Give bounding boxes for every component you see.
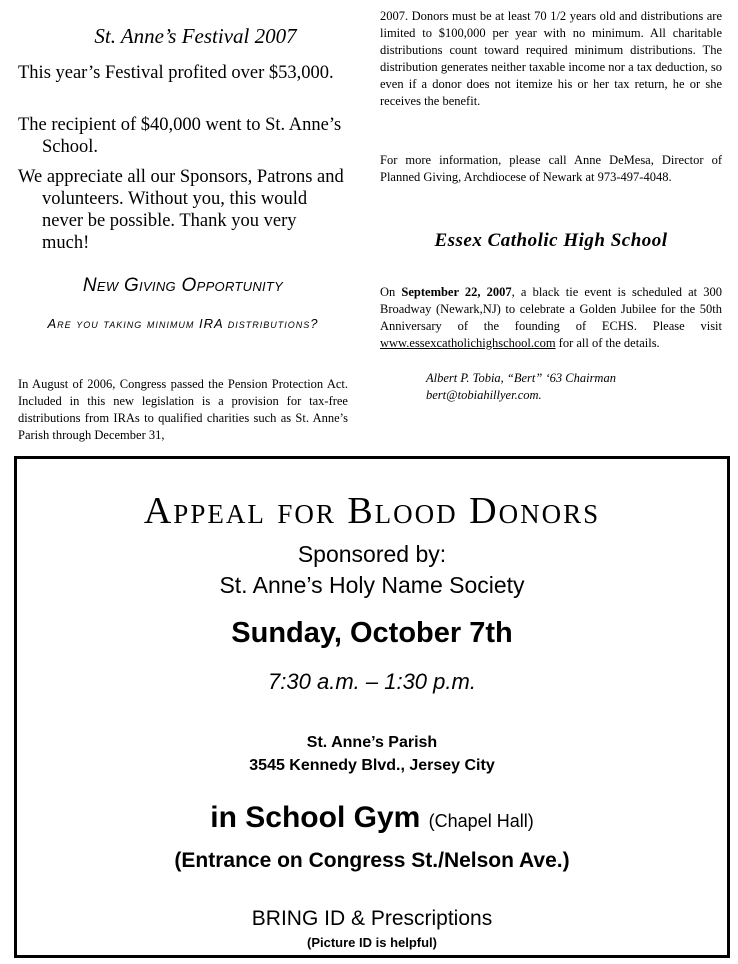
- location-note: (Chapel Hall): [428, 811, 534, 831]
- essex-website-link[interactable]: www.essexcatholichighschool.com: [380, 336, 556, 350]
- sponsored-by-label: Sponsored by:: [297, 541, 447, 567]
- festival-recipient-text: The recipient of $40,000 went to St. Anne’s School.: [18, 115, 342, 157]
- sponsor-society: St. Anne’s Holy Name Society: [219, 572, 525, 598]
- bring-id-text: BRING ID & Prescriptions: [251, 907, 493, 930]
- location-name: in School Gym: [210, 801, 421, 834]
- essex-event-text: [380, 284, 722, 352]
- ira-subheading: Are you taking minimum IRA distributions?: [47, 316, 319, 331]
- appeal-date: Sunday, October 7th: [231, 617, 513, 649]
- signature-email: bert@tobiahillyer.com.: [426, 388, 542, 402]
- appeal-time: 7:30 a.m. – 1:30 p.m.: [268, 669, 476, 694]
- blood-donor-appeal-box: [14, 456, 730, 958]
- appeal-address: 3545 Kennedy Blvd., Jersey City: [249, 757, 495, 774]
- festival-thanks-text: We appreciate all our Sponsors, Patrons and volunteers. Without you, this would never be possible. Thank you very much!: [18, 167, 344, 253]
- essex-event-date: September 22, 2007: [401, 285, 512, 299]
- ira-continued-text: 2007. Donors must be at least 70 1/2 years old and distributions are limited to $100,000 per year with no minimum. All charitable distributions count toward required minimum distributions. The distribution generates neither taxable income nor a tax deduction, so even if a donor does not itemize his or her tax return, he or she receives the benefit.: [380, 9, 722, 108]
- appeal-title: Appeal for Blood Donors: [143, 490, 601, 532]
- planned-giving-contact: For more information, please call Anne DeMesa, Director of Planned Giving, Archdiocese of Newark at 973-497-4048.: [380, 153, 722, 184]
- appeal-entrance: (Entrance on Congress St./Nelson Ave.): [174, 849, 570, 872]
- essex-on: On: [380, 285, 402, 299]
- pension-act-text: In August of 2006, Congress passed the Pension Protection Act. Included in this new legislation is a provision for tax-free distributions from IRAs to qualified charities such as St. Anne’s Parish through December 31,: [18, 377, 348, 442]
- essex-event-body: , a black tie event is scheduled at 300 Broadway (Newark,NJ) to celebrate a Golden Jubilee for the 50th Anniversary of the founding of ECHS. Please visit: [380, 285, 722, 333]
- festival-title: St. Anne’s Festival 2007: [94, 24, 297, 48]
- new-giving-heading: New Giving Opportunity: [82, 275, 284, 296]
- picture-id-note: (Picture ID is helpful): [306, 935, 437, 950]
- essex-event-tail: for all of the details.: [555, 336, 660, 350]
- essex-heading: Essex Catholic High School: [434, 230, 668, 251]
- festival-profit-text: This year’s Festival profited over $53,000.: [18, 63, 334, 83]
- signature-name: Albert P. Tobia, “Bert” ‘63 Chairman: [426, 371, 616, 385]
- appeal-parish: St. Anne’s Parish: [306, 734, 438, 751]
- appeal-location: [17, 801, 727, 835]
